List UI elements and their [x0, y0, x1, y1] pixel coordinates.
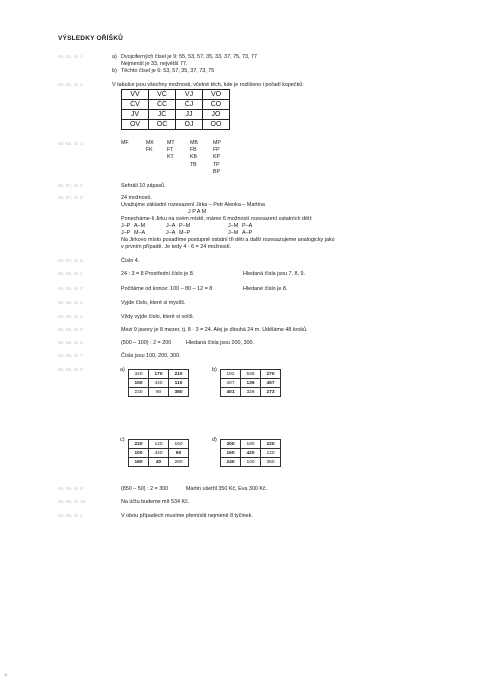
pair-label: MK — [146, 140, 154, 146]
grid-cell: 180 — [241, 440, 261, 449]
ex12-answer: (500 – 100) : 2 = 200 — [121, 340, 172, 346]
grid-row — [129, 440, 189, 449]
grid-cell: 136 — [241, 379, 261, 388]
pair-label: FT — [167, 147, 174, 154]
grid-cell: 230 — [129, 388, 149, 397]
grid-row — [221, 379, 281, 388]
ice-cream-table — [121, 89, 230, 130]
ex1-b-line: Těchto čísel je 6: 53, 57, 35, 37, 73, 75 — [121, 68, 215, 74]
grid-cell: 110 — [169, 379, 189, 388]
table-cell: OČ — [149, 120, 176, 130]
table-cell: OO — [203, 120, 230, 130]
grid-b-label: b) — [212, 367, 217, 373]
ex7-result: Hledaná čísla jsou 7, 8, 9. — [243, 271, 306, 277]
grid-cell: 150 — [129, 379, 149, 388]
grid-row — [221, 449, 281, 458]
ex10-answer: Vždy vyjde číslo, které si volíš. — [121, 314, 195, 320]
grid-row — [221, 388, 281, 397]
table-cell: JČ — [149, 110, 176, 120]
grid-cell: 100 — [129, 449, 149, 458]
ex5-line6: v prvním případě. Je tedy 4 · 6 = 24 možností. — [121, 244, 232, 250]
grid-cell: 536 — [241, 370, 261, 379]
grid-row — [221, 458, 281, 467]
ex13-answer: Čísla jsou 100, 200, 300. — [121, 353, 181, 359]
table-cell: ČČ — [149, 100, 176, 110]
grid-b — [220, 369, 281, 397]
grid-cell: 220 — [261, 440, 281, 449]
grid-a — [128, 369, 189, 397]
grid-cell: 360 — [261, 458, 281, 467]
grid-cell: 160 — [221, 449, 241, 458]
table-row — [122, 120, 230, 130]
pair-item: A–P — [242, 230, 253, 236]
table-cell: JV — [122, 110, 149, 120]
pair-label: KB — [190, 154, 197, 161]
ex5-line5: Na Jirkovo místo posadíme postupně ostatní tři děti a další rozesazujeme analogicky jako — [121, 237, 335, 243]
table-cell: ČV — [122, 100, 149, 110]
ex5-line4: Ponecháme-li Jirku na svém místě, máme 6 možností rozesazení ostatních dětí: — [121, 216, 313, 222]
pair-label: FP — [213, 147, 220, 154]
grid-row — [129, 370, 189, 379]
pairs-column — [190, 140, 198, 169]
grid-cell: 270 — [261, 370, 281, 379]
ex12-result: Hledaná čísla jsou 200, 300. — [186, 340, 255, 346]
table-cell: ČO — [203, 100, 230, 110]
grid-cell: 320 — [129, 370, 149, 379]
grid-cell: 210 — [169, 370, 189, 379]
table-cell: VČ — [149, 90, 176, 100]
ex6-answer: Číslo 4. — [121, 258, 140, 264]
grid-row — [129, 379, 189, 388]
pairs-column — [213, 140, 221, 176]
table-row — [122, 110, 230, 120]
grid-cell: 407 — [221, 379, 241, 388]
pair-label: TB — [190, 161, 197, 168]
grid-cell: 90 — [149, 388, 169, 397]
pair-label: BP — [213, 168, 220, 175]
ex8-result: Hledané číslo je 8. — [243, 286, 288, 292]
grid-cell: 280 — [169, 458, 189, 467]
grid-cell: 273 — [261, 388, 281, 397]
grid-c-label: c) — [120, 437, 125, 443]
table-row — [122, 100, 230, 110]
pair-label: TP — [213, 161, 220, 168]
exercise-ref: str. 59, úl. 6 — [58, 341, 83, 346]
exercise-ref: str. 57, úl. 6 — [58, 259, 83, 264]
grid-cell: 170 — [149, 370, 169, 379]
grid-cell: 380 — [169, 388, 189, 397]
ex1-a-line1: Dvojciferných čísel je 9: 55, 53, 57, 35, 33, 37, 75, 73, 77 — [121, 54, 258, 60]
ex5-line2: Uvažujme základní rozesazení Jirka – Petr Alenka – Martina — [121, 202, 265, 208]
ex5-line3: J P A M — [188, 209, 207, 215]
grid-cell: 160 — [169, 440, 189, 449]
table-cell: ČJ — [176, 100, 203, 110]
pair-label: MT — [167, 140, 175, 146]
table-cell: OJ — [176, 120, 203, 130]
grid-c — [128, 439, 189, 467]
grid-cell: 120 — [149, 440, 169, 449]
exercise-ref: str. 58, úl. 2 — [58, 287, 83, 292]
exercise-ref: str. 53, úl. 3 — [58, 142, 83, 147]
table-cell: OV — [122, 120, 149, 130]
pair-item: P–A — [242, 223, 253, 229]
grid-row — [129, 458, 189, 467]
pair-item: P–M — [179, 223, 191, 229]
pair-item: J–P — [121, 230, 131, 236]
exercise-ref: str. 58, úl. 3 — [58, 301, 83, 306]
pair-item: M–P — [179, 230, 191, 236]
grid-cell: 420 — [241, 449, 261, 458]
exercise-ref: str. 59, úl. 7 — [58, 354, 83, 359]
grid-cell: 457 — [261, 379, 281, 388]
grid-cell: 340 — [149, 449, 169, 458]
grid-cell: 192 — [221, 370, 241, 379]
table-cell: VJ — [176, 90, 203, 100]
exercise-ref: str. 59, úl. 8 — [58, 368, 83, 373]
exercise-ref: str. 59, úl. 5 — [58, 328, 83, 333]
pair-label: MF — [121, 140, 129, 146]
grid-cell: 40 — [149, 458, 169, 467]
pair-item: J–M — [228, 223, 239, 229]
ex5-line1: 24 možností. — [121, 195, 152, 201]
grid-cell: 180 — [129, 458, 149, 467]
pair-item: J–M — [228, 230, 239, 236]
table-cell: VV — [122, 90, 149, 100]
exercise-ref: str. 57, úl. 5 — [58, 196, 83, 201]
grid-cell: 401 — [221, 388, 241, 397]
table-cell: JJ — [176, 110, 203, 120]
grid-row — [129, 388, 189, 397]
exercise-ref: str. 51, úl. 1 — [58, 55, 83, 60]
grid-cell: 60 — [169, 449, 189, 458]
page-title: VÝSLEDKY OŘÍŠKŮ — [58, 35, 124, 42]
pair-label: KT — [167, 154, 174, 161]
grid-a-label: a) — [120, 367, 125, 373]
grid-cell: 300 — [221, 440, 241, 449]
grid-cell: 220 — [129, 440, 149, 449]
grid-cell: 100 — [241, 458, 261, 467]
grid-cell: 440 — [149, 379, 169, 388]
ex9-answer: Vyjde číslo, které si myslíš. — [121, 300, 186, 306]
ex1-b-label: b) — [112, 68, 117, 74]
pair-item: A–M — [134, 223, 146, 229]
ex8-answer: Počítáme od konce: 100 – 80 – 12 = 8 — [121, 286, 213, 292]
pair-item: J–P — [121, 223, 131, 229]
pair-label: MB — [190, 140, 198, 146]
grid-cell: 120 — [261, 449, 281, 458]
table-cell: VO — [203, 90, 230, 100]
exercise-ref: str. 57, úl. 4 — [58, 184, 83, 189]
pair-item: M–A — [134, 230, 146, 236]
ex16-answer: Na účtu budeme mít 534 Kč. — [121, 499, 190, 505]
grid-row — [221, 440, 281, 449]
ex1-a-label: a) — [112, 54, 117, 60]
pair-label: FK — [146, 147, 153, 154]
ex1-a-line2: Nejmenší je 33, největší 77. — [121, 61, 188, 67]
exercise-ref: str. 58, úl. 1 — [58, 272, 83, 277]
ex2-text: V tabulce jsou všechny možnosti, včetně těch, kde je rozlišeno i pořadí kopečků: — [112, 82, 304, 88]
pair-item: J–A — [166, 223, 176, 229]
pair-label: KP — [213, 154, 220, 161]
ex4-answer: Sehráli 10 zápasů. — [121, 183, 166, 189]
exercise-ref: str. 59, úl. 9 — [58, 487, 83, 492]
grid-cell: 326 — [241, 388, 261, 397]
grid-cell: 240 — [221, 458, 241, 467]
ex7-answer: 24 : 3 = 8 Prostřední číslo je 8. — [121, 271, 195, 277]
ex17-answer: V obou případech musíme přemístit nejméně 8 tyčinek. — [121, 513, 253, 519]
scan-mark: × — [4, 673, 8, 679]
exercise-ref: str. 59, úl. 10 — [58, 500, 86, 505]
grid-d — [220, 439, 281, 467]
pairs-column — [121, 140, 129, 147]
grid-row — [129, 449, 189, 458]
exercise-ref: str. 59, úl. 4 — [58, 315, 83, 320]
ex11-answer: Mezi 9 javory je 8 mezer, tj. 8 · 3 = 24. Alej je dlouhá 24 m. Uděláme 48 kroků. — [121, 327, 308, 333]
exercise-ref: str. 59, úl. 4 — [58, 514, 83, 519]
grid-row — [221, 370, 281, 379]
pair-label: MP — [213, 140, 221, 146]
exercise-ref: str. 51, úl. 2 — [58, 83, 83, 88]
ex15-result: Martin ušetřil 350 Kč, Eva 300 Kč. — [186, 486, 268, 492]
table-cell: JO — [203, 110, 230, 120]
pairs-column — [146, 140, 154, 154]
table-row — [122, 90, 230, 100]
grid-d-label: d) — [212, 437, 217, 443]
pair-item: J–A — [166, 230, 176, 236]
ex15-answer: (850 – 50) : 2 = 300 — [121, 486, 169, 492]
pairs-column — [167, 140, 175, 162]
pair-label: FB — [190, 147, 197, 154]
